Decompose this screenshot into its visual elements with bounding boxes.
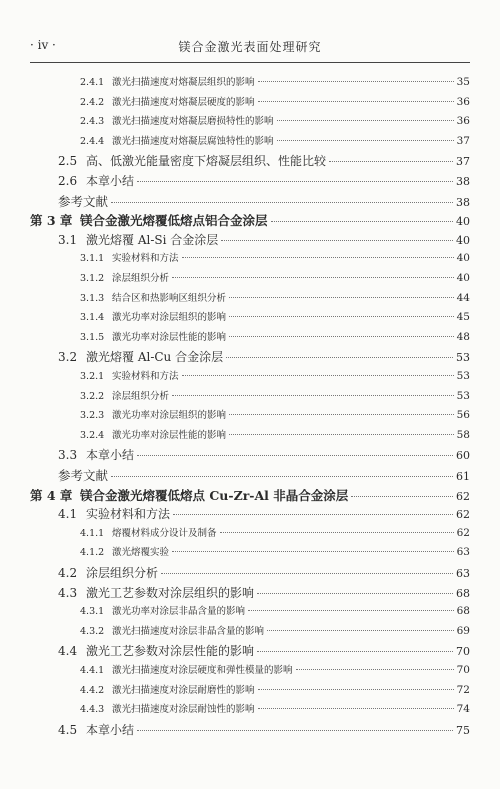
- toc-entry: [30, 466, 470, 484]
- toc-entry-page: 53: [456, 370, 470, 382]
- toc-entry-title: 激光功率对涂层组织的影响: [112, 312, 227, 324]
- dot-leader: [229, 336, 454, 337]
- dot-leader: [258, 81, 454, 82]
- toc-entry-number: 4.4.3: [80, 704, 105, 716]
- toc-entry: [30, 348, 470, 365]
- toc-entry: [30, 74, 470, 88]
- toc-entry-page: 56: [456, 409, 470, 422]
- toc-entry-title: 激光功率对涂层组织的影响: [112, 410, 227, 422]
- dot-leader: [258, 708, 454, 709]
- toc-entry-page: 70: [456, 664, 470, 676]
- toc-entry-title: 激光扫描速度对涂层硬度和弹性模量的影响: [112, 665, 293, 676]
- toc-entry: [30, 250, 470, 264]
- toc-entry-page: 36: [456, 95, 470, 108]
- toc-entry: [30, 407, 470, 421]
- toc-entry-number: 第 3 章: [30, 213, 73, 229]
- toc-entry-title: 本章小结: [86, 174, 135, 188]
- dot-leader: [182, 257, 454, 258]
- dot-leader: [111, 202, 453, 203]
- toc-entry-number: 第 4 章: [30, 487, 73, 503]
- dot-leader: [137, 181, 453, 182]
- toc-entry-number: 4.4.1: [80, 665, 105, 676]
- toc-entry-title: 实验材料和方法: [112, 253, 179, 265]
- page-header: [30, 38, 470, 58]
- toc-entry: [30, 172, 470, 189]
- toc-entry: [30, 231, 470, 248]
- toc-entry: [30, 603, 470, 617]
- dot-leader: [172, 551, 454, 552]
- toc-entry-page: 62: [456, 508, 470, 522]
- toc-entry-title: 激光功率对涂层性能的影响: [112, 331, 227, 343]
- toc-entry: [30, 623, 470, 637]
- toc-entry-page: 60: [456, 449, 470, 463]
- dot-leader: [258, 689, 454, 690]
- toc-entry-number: 3.1.4: [80, 312, 105, 324]
- toc-entry-title: 涂层组织分析: [112, 390, 170, 402]
- toc-entry-number: 2.4.4: [80, 135, 105, 147]
- dot-leader: [161, 573, 453, 574]
- toc-entry-title: 激光扫描速度对熔凝层组织的影响: [112, 77, 255, 88]
- toc-entry-title: 激光熔覆实验: [112, 547, 170, 559]
- dot-leader: [277, 140, 454, 141]
- toc-entry: [30, 270, 470, 284]
- dot-leader: [229, 434, 454, 435]
- dot-leader: [248, 610, 454, 611]
- toc-entry: [30, 94, 470, 108]
- toc-entry-page: 63: [456, 546, 470, 559]
- toc-entry: [30, 133, 470, 147]
- toc-entry: [30, 427, 470, 441]
- toc-entry-number: 3.1.1: [80, 253, 105, 265]
- toc-entry-title: 镁合金激光熔覆低熔点 Cu-Zr-Al 非晶合金涂层: [80, 487, 349, 503]
- toc-entry-number: 4.1.1: [80, 527, 105, 539]
- toc-entry-number: 4.1.2: [80, 547, 105, 559]
- toc-entry-title: 结合区和热影响区组织分析: [112, 292, 227, 304]
- toc-entry-page: 74: [456, 703, 470, 716]
- toc-entry-title: 激光工艺参数对涂层组织的影响: [86, 585, 255, 600]
- dot-leader: [220, 532, 454, 533]
- toc-entry-page: 44: [456, 291, 470, 304]
- toc-entry-number: 4.4.2: [80, 684, 105, 696]
- toc-entry: [30, 642, 470, 659]
- toc-entry-title: 熔覆材料成分设计及制备: [112, 527, 217, 539]
- dot-leader: [229, 297, 454, 298]
- toc-entry-page: 61: [456, 470, 470, 483]
- toc-entry-title: 实验材料和方法: [86, 507, 171, 522]
- toc-entry-page: 72: [456, 683, 470, 696]
- toc-entry: [30, 113, 470, 127]
- toc-entry-number: 3.2.3: [80, 410, 105, 422]
- toc-entry-number: 2.4.2: [80, 96, 105, 108]
- dot-leader: [137, 455, 453, 456]
- toc-entry-number: 3.2.4: [80, 429, 105, 441]
- toc-entry-title: 激光扫描速度对涂层耐蚀性的影响: [112, 704, 255, 716]
- toc-entry-number: 3.2: [58, 350, 78, 365]
- toc-entry-title: 实验材料和方法: [112, 371, 179, 382]
- toc-entry-page: 75: [456, 723, 470, 737]
- toc-entry-title: 激光扫描速度对涂层非晶含量的影响: [112, 625, 265, 637]
- toc-entry-title: 激光功率对涂层非晶含量的影响: [112, 606, 246, 618]
- dot-leader: [351, 496, 453, 497]
- toc-entry-page: 48: [456, 330, 470, 343]
- dot-leader: [221, 240, 453, 241]
- dot-leader: [296, 669, 454, 670]
- toc-entry-number: 2.4.1: [80, 77, 105, 88]
- dot-leader: [257, 593, 453, 594]
- toc-entry-title: 涂层组织分析: [112, 273, 170, 284]
- toc-entry-number: 3.1: [58, 232, 78, 247]
- toc-entry: [30, 682, 470, 696]
- toc-entry-number: 4.1: [58, 507, 78, 522]
- toc-entry-title: 参考文献: [58, 468, 109, 483]
- dot-leader: [267, 630, 454, 631]
- toc-entry: [30, 564, 470, 581]
- toc-entry-title: 本章小结: [86, 448, 135, 463]
- toc-entry: [30, 329, 470, 343]
- dot-leader: [172, 277, 454, 278]
- dot-leader: [172, 395, 454, 396]
- dot-leader: [226, 357, 453, 358]
- toc-entry-page: 36: [456, 115, 470, 128]
- dot-leader: [257, 651, 453, 652]
- toc-entry: [30, 211, 470, 229]
- toc-entry-page: 40: [456, 272, 470, 284]
- toc-entry-title: 激光工艺参数对涂层性能的影响: [86, 644, 255, 659]
- toc-entry: [30, 584, 470, 601]
- dot-leader: [329, 161, 453, 162]
- toc-entry-number: 2.6: [58, 174, 78, 188]
- dot-leader: [229, 316, 454, 317]
- toc-entry-number: 4.4: [58, 644, 78, 659]
- toc-entry: [30, 152, 470, 169]
- page-number: · iv ·: [30, 38, 56, 52]
- toc-entry-number: 4.3.1: [80, 606, 105, 618]
- toc-entry: [30, 544, 470, 558]
- toc-entry-number: 4.3: [58, 585, 78, 600]
- toc-entry-title: 高、低激光能量密度下熔凝层组织、性能比较: [86, 154, 327, 169]
- toc-entry-page: 40: [456, 252, 470, 265]
- toc-entry-page: 53: [456, 351, 470, 365]
- toc-entry: [30, 290, 470, 304]
- toc-entry-page: 62: [456, 526, 470, 539]
- toc-entry-title: 本章小结: [86, 722, 135, 737]
- toc-entry: [30, 388, 470, 402]
- dot-leader: [182, 375, 454, 376]
- toc-entry-title: 激光熔覆 Al-Si 合金涂层: [86, 232, 219, 247]
- toc-entry-page: 70: [456, 645, 470, 659]
- toc-entry-title: 参考文献: [58, 193, 109, 209]
- dot-leader: [277, 120, 454, 121]
- toc-entry: [30, 701, 470, 715]
- toc-entry-title: 激光功率对涂层性能的影响: [112, 429, 227, 441]
- dot-leader: [137, 730, 453, 731]
- toc-entry-page: 40: [456, 215, 470, 229]
- toc-entry-page: 37: [456, 134, 470, 147]
- toc-entry: [30, 505, 470, 522]
- toc-entry-page: 58: [456, 428, 470, 441]
- toc-entry-page: 63: [456, 567, 470, 580]
- toc-entry-number: 2.4.3: [80, 116, 105, 128]
- toc-entry: [30, 662, 470, 676]
- toc-entry-number: 4.5: [58, 722, 78, 737]
- toc-entry: [30, 486, 470, 504]
- toc-entry: [30, 309, 470, 323]
- toc-entry-number: 4.2: [58, 566, 78, 580]
- toc-entry-number: 3.1.5: [80, 331, 105, 343]
- toc-entry-number: 2.5: [58, 154, 78, 169]
- dot-leader: [271, 221, 453, 222]
- toc-entry: [30, 368, 470, 382]
- toc-entry-title: 激光扫描速度对熔凝层磨损特性的影响: [112, 116, 274, 128]
- toc-entry-number: 3.2.1: [80, 371, 105, 382]
- toc-entry-number: 3.2.2: [80, 390, 105, 402]
- toc-entry-page: 40: [456, 233, 470, 247]
- toc-entry-title: 镁合金激光熔覆低熔点铝合金涂层: [80, 213, 268, 229]
- toc-entry: [30, 721, 470, 738]
- dot-leader: [258, 101, 454, 102]
- dot-leader: [173, 514, 453, 515]
- dot-leader: [229, 414, 454, 415]
- toc-entry-page: 53: [456, 389, 470, 402]
- toc-entry-title: 激光扫描速度对熔凝层硬度的影响: [112, 96, 255, 108]
- toc-entry-page: 38: [456, 175, 470, 188]
- toc-entry-number: 4.3.2: [80, 625, 105, 637]
- toc-entry-page: 37: [456, 155, 470, 169]
- toc-entry-title: 涂层组织分析: [86, 566, 159, 580]
- toc-entry-page: 69: [456, 624, 470, 637]
- toc-entry-title: 激光熔覆 Al-Cu 合金涂层: [86, 350, 224, 365]
- toc-entry-number: 3.1.2: [80, 273, 105, 284]
- toc-entry-page: 62: [456, 489, 470, 503]
- toc-entry-title: 激光扫描速度对涂层耐磨性的影响: [112, 684, 255, 696]
- toc-entry: [30, 192, 470, 210]
- dot-leader: [111, 476, 453, 477]
- toc-entry: [30, 446, 470, 463]
- toc-entry-number: 3.1.3: [80, 292, 105, 304]
- toc-entry-title: 激光扫描速度对熔凝层腐蚀特性的影响: [112, 135, 274, 147]
- toc-entry-page: 68: [456, 586, 470, 600]
- header-rule: [30, 62, 470, 63]
- toc-entry-page: 35: [456, 76, 470, 88]
- running-title: 镁合金激光表面处理研究: [178, 40, 322, 54]
- toc-entry-number: 3.3: [58, 448, 78, 463]
- toc-entry-page: 68: [456, 605, 470, 618]
- toc-entry-page: 38: [456, 195, 470, 209]
- toc-entry: [30, 525, 470, 539]
- toc-entry-page: 45: [456, 311, 470, 324]
